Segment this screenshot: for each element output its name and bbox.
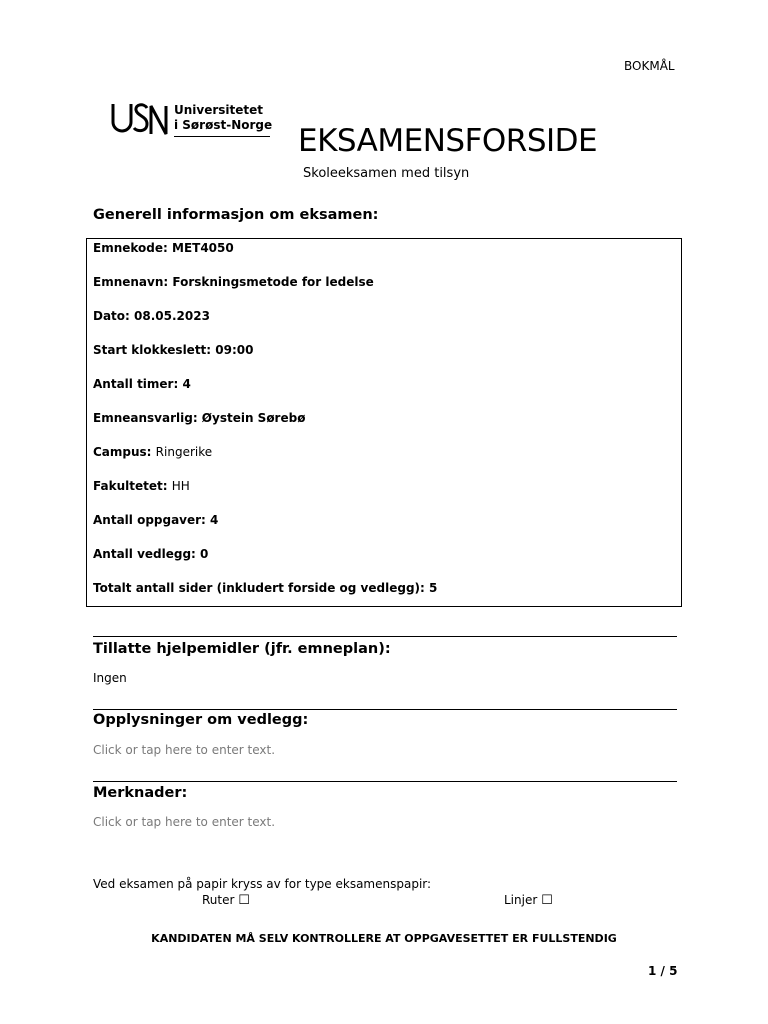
info-row-label: Totalt antall sider (inkludert forside og vedlegg): [93,581,429,595]
info-row [93,445,212,459]
section-divider [93,709,677,710]
info-row-label: Fakultetet: [93,479,172,493]
info-row [93,581,437,595]
language-label: BOKMÅL [624,59,675,73]
logo-text-line1: Universitetet [174,103,264,117]
info-row-label: Start klokkeslett: [93,343,216,357]
info-row-value: MET4050 [172,241,234,255]
info-row-value: 0 [200,547,209,561]
info-row-label: Campus: [93,445,156,459]
info-row [93,513,218,527]
info-row-value: Ringerike [155,445,213,459]
info-row-label: Antall vedlegg: [93,547,201,561]
info-row-label: Emnekode: [93,241,172,255]
paper-type-instruction: Ved eksamen på papir kryss av for type eksamenspapir: [93,877,432,891]
info-row-label: Antall timer: [93,377,183,391]
page-title: EKSAMENSFORSIDE [298,123,598,159]
usn-logo-mark [111,100,169,140]
info-row [93,275,374,289]
info-row-value: HH [171,479,190,493]
info-row [93,411,305,425]
paper-option-linjer[interactable] [504,893,553,908]
aids-heading: Tillatte hjelpemidler (jfr. emneplan): [93,641,391,657]
info-row [93,343,253,357]
remarks-heading: Merknader: [93,785,188,801]
usn-logo [111,100,271,142]
section-divider [93,636,677,637]
info-row-label: Dato: [93,309,135,323]
candidate-notice: KANDIDATEN MÅ SELV KONTROLLERE AT OPPGAVESETTET ER FULLSTENDIG [151,932,617,945]
info-row-label: Emneansvarlig: [93,411,202,425]
info-row-value: Forskningsmetode for ledelse [172,275,374,289]
logo-text-line2: i Sørøst-Norge [174,118,273,132]
info-row-label: Emnenavn: [93,275,173,289]
info-row-label: Antall oppgaver: [93,513,211,527]
info-row [93,241,234,255]
info-row [93,377,191,391]
section-divider [93,781,677,782]
info-row-value: 09:00 [215,343,254,357]
logo-underline [174,136,270,137]
linjer-label: Linjer [504,893,538,907]
paper-option-ruter[interactable] [202,893,250,908]
info-row-value: 08.05.2023 [134,309,210,323]
info-row-value: 4 [182,377,191,391]
ruter-checkbox[interactable]: ☐ [238,893,250,908]
attachments-input[interactable]: Click or tap here to enter text. [93,743,276,757]
remarks-input[interactable]: Click or tap here to enter text. [93,815,276,829]
ruter-label: Ruter [202,893,235,907]
general-info-box [86,238,682,607]
info-row-value: 4 [210,513,219,527]
info-row-value: 5 [429,581,438,595]
page-subtitle: Skoleeksamen med tilsyn [303,166,470,181]
aids-value[interactable]: Ingen [93,671,127,685]
info-row [93,309,210,323]
info-row [93,479,190,493]
attachments-heading: Opplysninger om vedlegg: [93,712,309,728]
page-number: 1 / 5 [648,964,678,978]
linjer-checkbox[interactable]: ☐ [541,893,553,908]
info-row [93,547,208,561]
general-info-heading: Generell informasjon om eksamen: [93,207,379,223]
info-row-value: Øystein Sørebø [201,411,306,425]
